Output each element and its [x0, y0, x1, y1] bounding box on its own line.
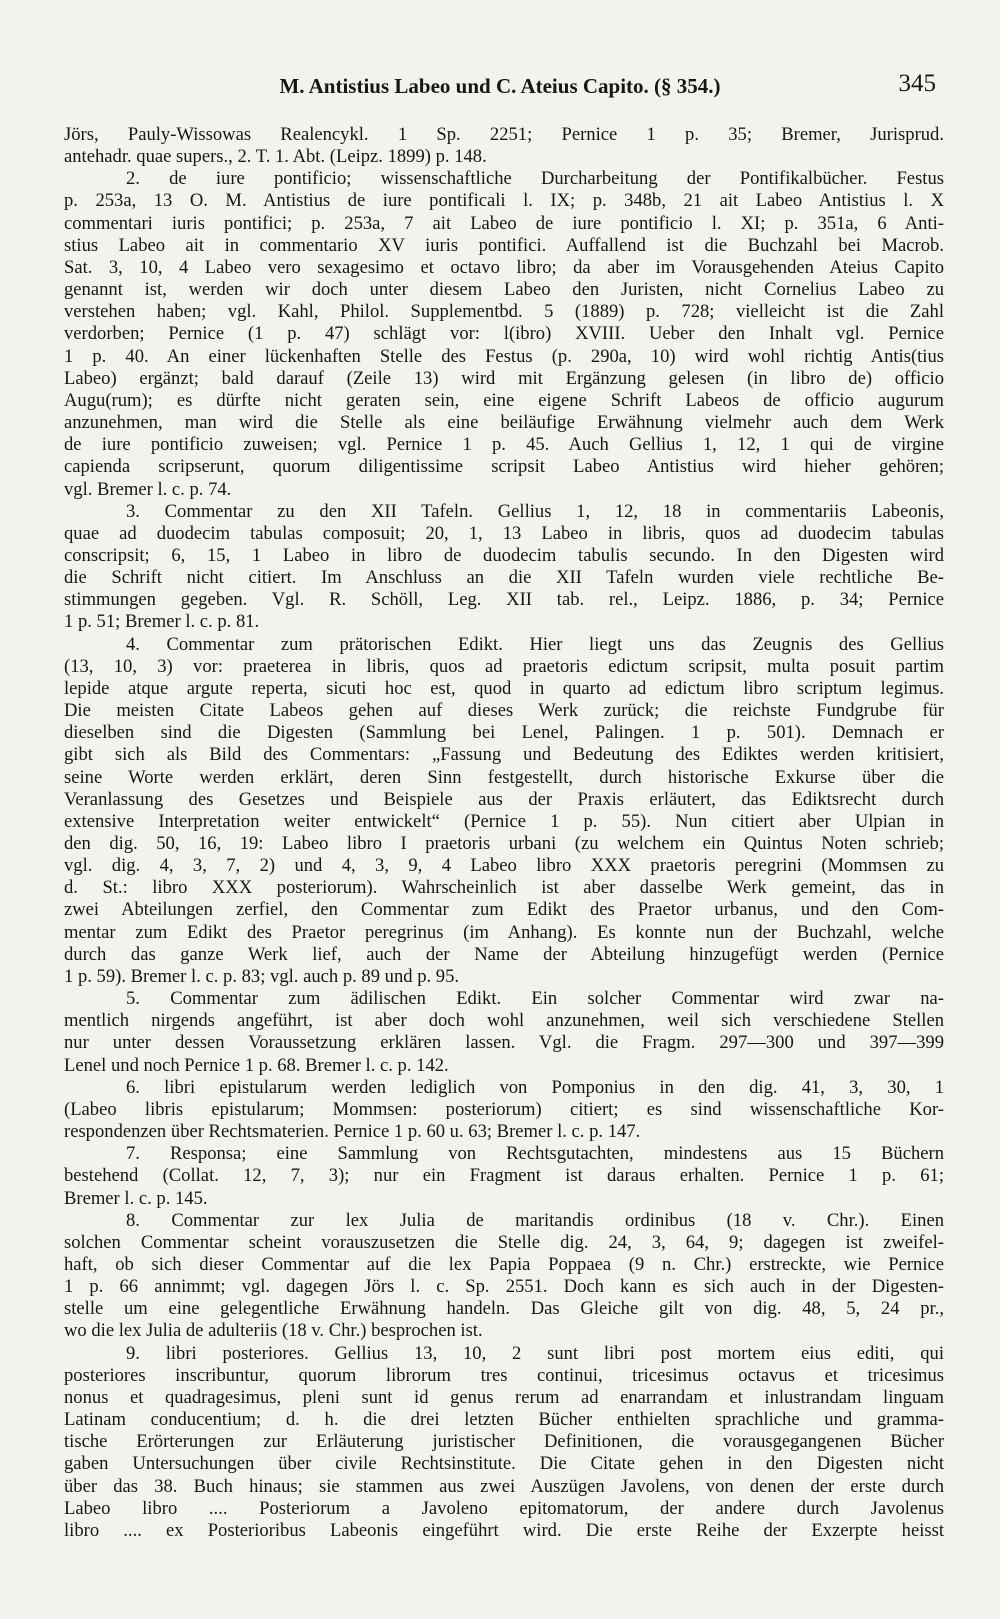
- text-line: Bremer l. c. p. 145.: [64, 1187, 208, 1209]
- text-line: stimmungen gegeben. Vgl. R. Schöll, Leg. XII tab. rel., Leipz. 1886, p. 34; Pernice: [64, 589, 944, 611]
- text-line: 1 p. 51; Bremer l. c. p. 81.: [64, 611, 260, 633]
- text-line: nonus et quadragesimus, pleni sunt id genus rerum ad enarrandam et inlustrandam linguam: [64, 1386, 944, 1408]
- text-line: nur unter dessen Voraussetzung erklären lassen. Vgl. die Fragm. 297—300 und 397—399: [64, 1032, 944, 1054]
- text-line: commentari iuris pontifici; p. 253a, 7 ait Labeo de iure pontificio l. XI; p. 351a, 6 Anti-: [64, 212, 944, 234]
- text-line: 8. Commentar zur lex Julia de maritandis ordinibus (18 v. Chr.). Einen: [126, 1209, 944, 1231]
- text-line: verdorben; Pernice (1 p. 47) schlägt vor: l(ibro) XVIII. Ueber den Inhalt vgl. Pernice: [64, 323, 944, 345]
- text-line: Lenel und noch Pernice 1 p. 68. Bremer l. c. p. 142.: [64, 1054, 449, 1076]
- text-line: 5. Commentar zum ädilischen Edikt. Ein solcher Commentar wird zwar na-: [126, 988, 944, 1010]
- text-line: lepide atque argute reperta, sicuti hoc est, quod in quarto ad edictum libro scriptum legimus.: [64, 677, 944, 699]
- text-line: stius Labeo ait in commentario XV iuris pontifici. Auffallend ist die Buchzahl bei Macrob.: [64, 234, 944, 256]
- text-line: capienda scripserunt, quorum diligentissime scripsit Labeo Antistius wird hieher gehören;: [64, 456, 944, 478]
- text-line: 1 p. 40. An einer lückenhaften Stelle des Festus (p. 290a, 10) wird wohl richtig Antis(tius: [64, 345, 944, 367]
- text-line: quae ad duodecim tabulas composuit; 20, 1, 13 Labeo in libris, quos ad duodecim tabulas: [64, 522, 944, 544]
- body-text: [64, 124, 944, 1542]
- text-line: bestehend (Collat. 12, 7, 3); nur ein Fragment ist daraus erhalten. Pernice 1 p. 61;: [64, 1165, 944, 1187]
- text-line: durch das ganze Werk lief, auch der Name der Abteilung hinzugefügt werden (Pernice: [64, 943, 944, 965]
- text-line: Jörs, Pauly-Wissowas Realencykl. 1 Sp. 2251; Pernice 1 p. 35; Bremer, Jurisprud.: [64, 124, 944, 145]
- text-line: genannt ist, werden wir doch unter diesem Labeo den Juristen, nicht Cornelius Labeo zu: [64, 279, 944, 301]
- text-line: p. 253a, 13 O. M. Antistius de iure pontificali l. IX; p. 348b, 21 ait Labeo Antistius l. X: [64, 190, 944, 212]
- page-number: 345: [898, 70, 936, 97]
- text-line: antehadr. quae supers., 2. T. 1. Abt. (Leipz. 1899) p. 148.: [64, 146, 487, 168]
- text-line: Labeo libro .... Posteriorum a Javoleno epitomatorum, der andere durch Javolenus: [64, 1497, 944, 1519]
- text-line: 1 p. 59). Bremer l. c. p. 83; vgl. auch p. 89 und p. 95.: [64, 965, 460, 987]
- text-line: Labeo) ergänzt; bald darauf (Zeile 13) wird mit Ergänzung gelesen (in libro de) officio: [64, 367, 944, 389]
- text-line: 3. Commentar zu den XII Tafeln. Gellius 1, 12, 18 in commentariis Labeonis,: [126, 500, 944, 522]
- text-line: haft, ob sich dieser Commentar auf die lex Papia Poppaea (9 n. Chr.) erstreckte, wie Pernice: [64, 1253, 944, 1275]
- text-line: anzunehmen, man wird die Stelle als eine beiläufige Erwähnung vielmehr auch dem Werk: [64, 412, 944, 434]
- text-line: solchen Commentar scheint vorauszusetzen die Stelle dig. 24, 3, 64, 9; dagegen ist zweifel-: [64, 1231, 944, 1253]
- text-line: conscripsit; 6, 15, 1 Labeo in libro de duodecim tabulis secundo. In den Digesten wird: [64, 544, 944, 566]
- text-line: vgl. dig. 4, 3, 7, 2) und 4, 3, 9, 4 Labeo libro XXX praetoris peregrini (Mommsen zu: [64, 855, 944, 877]
- text-line: stelle um eine gelegentliche Erwähnung handeln. Das Gleiche gilt von dig. 48, 5, 24 pr.,: [64, 1298, 944, 1320]
- text-line: (13, 10, 3) vor: praeterea in libris, quos ad praetoris edictum scripsit, multa posuit partim: [64, 655, 944, 677]
- text-line: über das 38. Buch hinaus; sie stammen aus zwei Auszügen Javolens, von denen der erste durch: [64, 1475, 944, 1497]
- text-line: posteriores inscribuntur, quorum librorum tres continui, tricesimus octavus et tricesimus: [64, 1364, 944, 1386]
- text-line: Veranlassung des Gesetzes und Beispiele aus der Praxis erläutert, das Ediktsrecht durch: [64, 788, 944, 810]
- text-line: d. St.: libro XXX posteriorum). Wahrscheinlich ist aber dasselbe Werk gemeint, das in: [64, 877, 944, 899]
- text-line: den dig. 50, 16, 19: Labeo libro I praetoris urbani (zu welchem ein Quintus Noten schrieb;: [64, 833, 944, 854]
- text-line: gaben Untersuchungen über civile Rechtsinstitute. Die Citate gehen in den Digesten nicht: [64, 1453, 944, 1475]
- text-line: 4. Commentar zum prätorischen Edikt. Hier liegt uns das Zeugnis des Gellius: [126, 633, 944, 655]
- text-line: verstehen haben; vgl. Kahl, Philol. Supplementbd. 5 (1889) p. 728; vielleicht ist die Zahl: [64, 301, 944, 323]
- text-line: die Schrift nicht citiert. Im Anschluss an die XII Tafeln wurden viele rechtliche Be-: [64, 567, 944, 589]
- text-line: seine Worte werden erklärt, deren Sinn festgestellt, durch historische Exkurse über die: [64, 766, 944, 788]
- text-line: mentlich nirgends angeführt, ist aber doch wohl anzunehmen, weil sich verschiedene Stellen: [64, 1010, 944, 1032]
- text-line: libro .... ex Posterioribus Labeonis eingeführt wird. Die erste Reihe der Exzerpte heisst: [64, 1519, 944, 1541]
- text-line: Augu(rum); es dürfte nicht geraten sein, eine eigene Schrift Labeos de officio augurum: [64, 389, 944, 411]
- text-line: 2. de iure pontificio; wissenschaftliche Durcharbeitung der Pontifikalbücher. Festus: [126, 168, 944, 190]
- text-line: vgl. Bremer l. c. p. 74.: [64, 478, 232, 500]
- text-line: Die meisten Citate Labeos gehen auf dieses Werk zurück; die reichste Fundgrube für: [64, 700, 944, 722]
- text-line: de iure pontificio zuweisen; vgl. Pernice 1 p. 45. Auch Gellius 1, 12, 1 qui de virgine: [64, 434, 944, 456]
- text-line: Sat. 3, 10, 4 Labeo vero sexagesimo et octavo libro; da aber im Vorausgehenden Ateius Capito: [64, 256, 944, 278]
- text-line: Latinam conducentium; d. h. die drei letzten Bücher enthielten sprachliche und gramma-: [64, 1409, 944, 1431]
- text-line: respondenzen über Rechtsmaterien. Pernice 1 p. 60 u. 63; Bremer l. c. p. 147.: [64, 1121, 641, 1143]
- text-line: zwei Abteilungen zerfiel, den Commentar zum Edikt des Praetor urbanus, und den Com-: [64, 899, 944, 921]
- text-line: mentar zum Edikt des Praetor peregrinus (im Anhang). Es konnte nun der Buchzahl, welche: [64, 921, 944, 943]
- running-title: M. Antistius Labeo und C. Ateius Capito. (§ 354.): [279, 74, 721, 98]
- page-header: [64, 70, 936, 110]
- text-line: tische Erörterungen zur Erläuterung juristischer Definitionen, die vorausgegangenen Bücher: [64, 1431, 944, 1453]
- text-line: 7. Responsa; eine Sammlung von Rechtsgutachten, mindestens aus 15 Büchern: [126, 1143, 944, 1165]
- text-line: wo die lex Julia de adulteriis (18 v. Chr.) besprochen ist.: [64, 1320, 483, 1342]
- text-line: dieselben sind die Digesten (Sammlung bei Lenel, Palingen. 1 p. 501). Demnach er: [64, 722, 944, 744]
- text-line: extensive Interpretation weiter entwickelt“ (Pernice 1 p. 55). Nun citiert aber Ulpian in: [64, 810, 944, 832]
- text-line: (Labeo libris epistularum; Mommsen: posteriorum) citiert; es sind wissenschaftliche Kor-: [64, 1098, 944, 1120]
- text-line: 6. libri epistularum werden lediglich von Pomponius in den dig. 41, 3, 30, 1: [126, 1076, 944, 1098]
- text-line: gibt sich als Bild des Commentars: „Fassung und Bedeutung des Ediktes werden kritisiert,: [64, 744, 944, 766]
- text-line: 1 p. 66 annimmt; vgl. dagegen Jörs l. c. Sp. 2551. Doch kann es sich auch in der Digesten-: [64, 1276, 944, 1298]
- text-line: 9. libri posteriores. Gellius 13, 10, 2 sunt libri post mortem eius editi, qui: [126, 1342, 944, 1364]
